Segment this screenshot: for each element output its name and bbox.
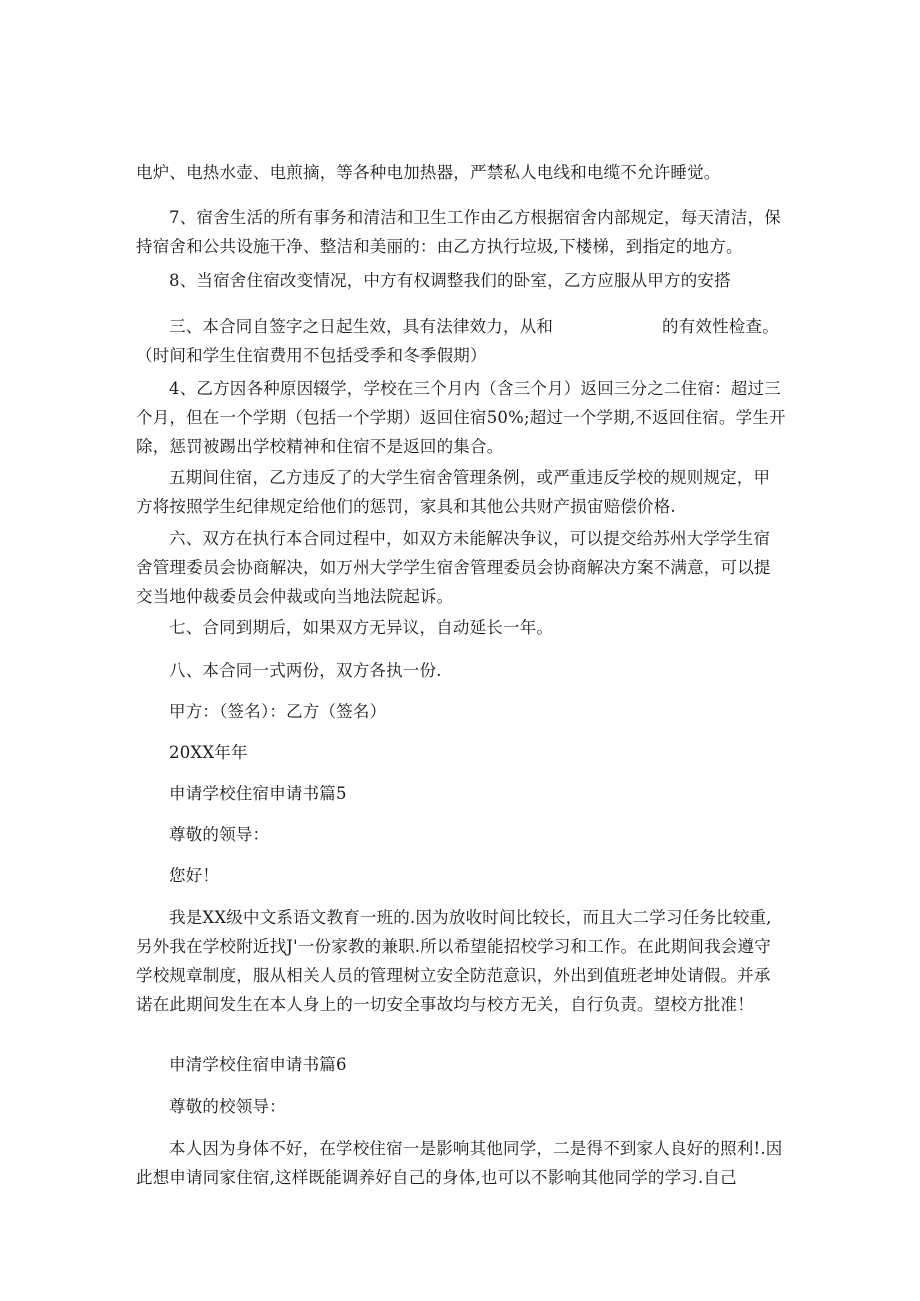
heading-application-5: 申请学校住宿申请书篇5 xyxy=(169,784,347,803)
paragraph-clause-4: 4、乙方因各种原因辍学，学校在三个月内（含三个月）返回三分之二住宿：超过三个月，但在一个学期（包括一个学期）返回住宿50%;超过一个学期,不返回住宿。学生开除，惩罚被踢出学校精神和住宿不是返回的集合。 xyxy=(136,379,786,456)
date-line: 20XX年年 xyxy=(169,743,248,762)
salutation-leader: 尊敬的领导： xyxy=(169,825,270,844)
paragraph-clause-8: 8、当宿舍住宿改变情况，中方有权调整我们的卧室，乙方应服从甲方的安搭 xyxy=(169,271,731,290)
paragraph-section-5: 五期间住宿，乙方违反了的大学生宿舍管理条例，或严重违反学校的规则规定，甲方将按照学生纪律规定给他们的惩罚，家具和其他公共财产损宙赔偿价格. xyxy=(136,468,771,516)
paragraph-health-reason: 本人因为身体不好，在学校住宿一是影响其他同学，二是得不到家人良好的照利!.因此想申请同家住宿,这样既能调养好自己的身体,也可以不影响其他同学的学习.自己 xyxy=(136,1139,783,1187)
greeting: 您好！ xyxy=(169,866,220,885)
heading-application-6: 申清学校住宿申请书篇6 xyxy=(169,1055,347,1074)
paragraph-section-7: 七、合同到期后，如果双方无异议，自动延长一年。 xyxy=(169,618,554,637)
paragraph-section-6: 六、双方在执行本合同过程中，如双方未能解决争议，可以提交给苏州大学学生宿舍管理委员会协商解决，如万州大学学生宿舍管理委员会协商解决方案不满意，可以提交当地仲裁委员会仲裁或向当地法院起诉。 xyxy=(136,529,771,606)
paragraph-application-body: 我是XX级中文系语文教育一班的.因为放收时间比较长，而且大二学习任务比较重,另外我在学校附近找J'一份家教的兼职.所以希望能招校学习和工作。在此期间我会遵守学校规章制度，服从相关人员的管理树立安全防范意识，外出到值班老坤处请假。并承诺在此期间发生在本人身上的一切安全事故均与校方无关，自行负责。望校方批准！ xyxy=(136,908,772,1014)
paragraph-section-3: 三、本合同自签字之日起生效，具有法律效力，从和 的有效性检查。（时间和学生住宿费用不包括受季和冬季假期） xyxy=(136,317,779,365)
signature-line: 甲方：（签名）：乙方（签名） xyxy=(169,702,387,721)
paragraph-clause-7: 7、宿舍生活的所有事务和清洁和卫生工作由乙方根据宿舍内部规定，每天清洁，保持宿舍和公共设施干净、整洁和美丽的：由乙方执行垃圾,下楼梯，到指定的地方。 xyxy=(136,208,781,256)
salutation-school-leader: 尊敬的校领导： xyxy=(169,1097,286,1116)
paragraph-appliance-rule: 电炉、电热水壶、电煎摘，等各种电加热器，严禁私人电线和电缆不允许睡觉。 xyxy=(136,163,721,182)
paragraph-section-8: 八、本合同一式两份，双方各执一份. xyxy=(169,661,442,680)
